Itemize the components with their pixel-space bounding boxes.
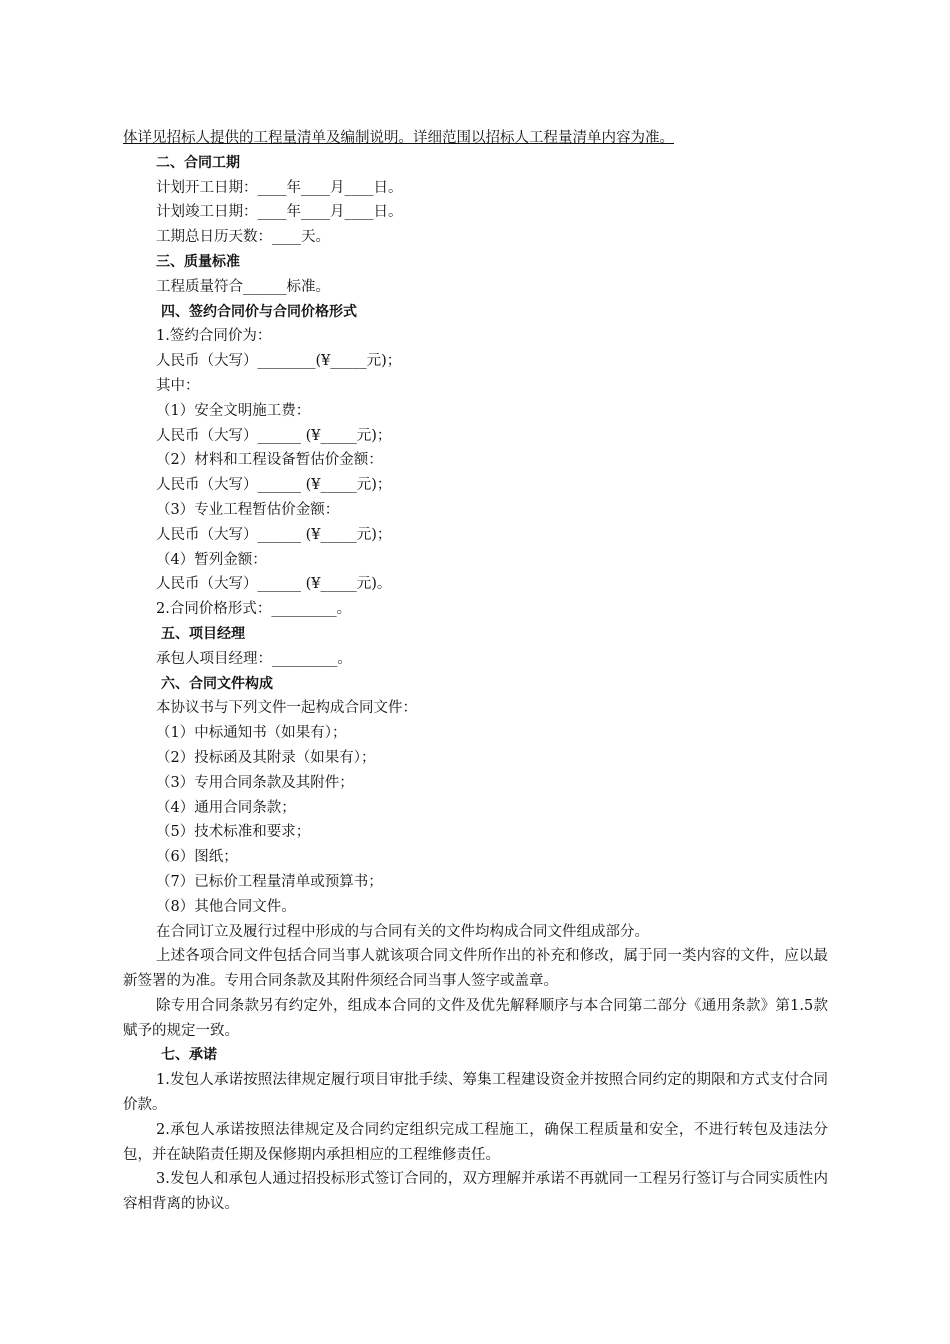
list-item: （3）专用合同条款及其附件； bbox=[156, 774, 354, 791]
contract-price-label: 1.签约合同价为： bbox=[156, 328, 272, 345]
planned-end-date: 计划竣工日期：____年____月____日。 bbox=[156, 204, 403, 221]
documents-paragraph-1: 在合同订立及履行过程中形成的与合同有关的文件均构成合同文件组成部分。 bbox=[156, 923, 649, 940]
material-estimate-amount: 人民币（大写）______ (¥_____元)； bbox=[156, 477, 392, 494]
list-item: （5）技术标准和要求； bbox=[156, 824, 311, 841]
commitment-1: 1.发包人承诺按照法律规定履行项目审批手续、筹集工程建设资金并按照合同约定的期限和方式支付合同价款。 bbox=[123, 1072, 828, 1114]
documents-paragraph-3: 除专用合同条款另有约定外，组成本合同的文件及优先解释顺序与本合同第二部分《通用条款》第1.5款赋予的规定一致。 bbox=[123, 997, 828, 1039]
price-form: 2.合同价格形式：_________。 bbox=[156, 601, 352, 618]
project-manager: 承包人项目经理：_________。 bbox=[156, 650, 352, 667]
section-4-heading: 四、签约合同价与合同价格形式 bbox=[161, 303, 357, 320]
total-calendar-days: 工期总日历天数：____天。 bbox=[156, 229, 330, 246]
planned-start-date: 计划开工日期：____年____月____日。 bbox=[156, 179, 403, 196]
commitment-2: 2.承包人承诺按照法律规定及合同约定组织完成工程施工，确保工程质量和安全，不进行转包及违法分包，并在缺陷责任期及保修期内承担相应的工程维修责任。 bbox=[123, 1121, 828, 1163]
section-5-heading: 五、项目经理 bbox=[161, 625, 245, 642]
document-page bbox=[123, 126, 828, 1217]
list-item: （4）通用合同条款； bbox=[156, 799, 296, 816]
section-6-heading: 六、合同文件构成 bbox=[161, 675, 273, 692]
section-3-heading: 三、质量标准 bbox=[156, 253, 240, 270]
list-item: （7）已标价工程量清单或预算书； bbox=[156, 873, 383, 890]
commitment-3: 3.发包人和承包人通过招投标形式签订合同的，双方理解并承诺不再就同一工程另行签订与合同实质性内容相背离的协议。 bbox=[123, 1171, 828, 1213]
section-2-heading: 二、合同工期 bbox=[156, 154, 240, 171]
section-7-heading: 七、承诺 bbox=[161, 1047, 217, 1064]
list-item: （6）图纸； bbox=[156, 849, 238, 866]
documents-paragraph-2: 上述各项合同文件包括合同当事人就该项合同文件所作出的补充和修改，属于同一类内容的文件，应以最新签署的为准。专用合同条款及其附件须经合同当事人签字或盖章。 bbox=[123, 948, 828, 990]
special-works-amount: 人民币（大写）______ (¥_____元)； bbox=[156, 526, 392, 543]
provisional-sum-label: （4）暂列金额： bbox=[156, 551, 267, 568]
documents-intro: 本协议书与下列文件一起构成合同文件： bbox=[156, 700, 417, 717]
among-label: 其中： bbox=[156, 377, 200, 394]
special-works-label: （3）专业工程暂估价金额： bbox=[156, 501, 340, 518]
quality-standard: 工程质量符合______标准。 bbox=[156, 278, 330, 295]
list-item: （1）中标通知书（如果有）； bbox=[156, 725, 347, 742]
scope-continuation-line: 体详见招标人提供的工程量清单及编制说明。详细范围以招标人工程量清单内容为准。 bbox=[123, 130, 674, 146]
list-item: （8）其他合同文件。 bbox=[156, 898, 296, 915]
list-item: （2）投标函及其附录（如果有）； bbox=[156, 749, 376, 766]
safety-fee-amount: 人民币（大写）______ (¥_____元)； bbox=[156, 427, 392, 444]
provisional-sum-amount: 人民币（大写）______ (¥_____元)。 bbox=[156, 576, 392, 593]
safety-fee-label: （1）安全文明施工费： bbox=[156, 402, 311, 419]
contract-price-amount: 人民币（大写）________(¥_____元)； bbox=[156, 353, 402, 370]
material-estimate-label: （2）材料和工程设备暂估价金额： bbox=[156, 452, 383, 469]
